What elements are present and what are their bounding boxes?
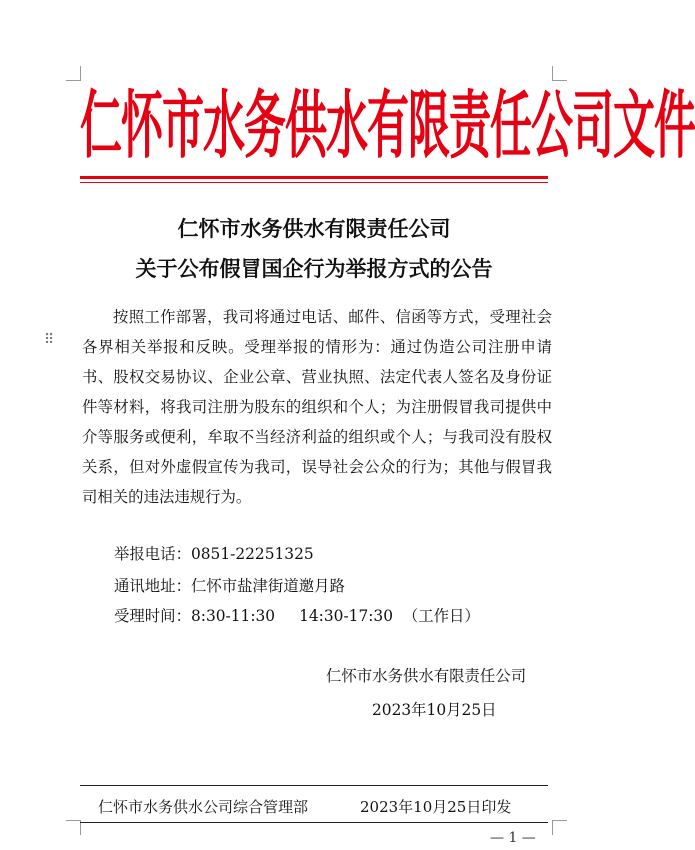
footer-rule-bottom: [80, 822, 548, 823]
document-body: 按照工作部署，我司将通过电话、邮件、信函等方式，受理社会各界相关举报和反映。受理举报的情形为：通过伪造公司注册申请书、股权交易协议、企业公章、营业执照、法定代表人签名及身份证件等材料，将我司注册为股东的组织和个人；为注册假冒我司提供中介等服务或便利，牟取不当经济利益的组织或个人；与我司没有股权关系，但对外虚假宣传为我司，误导社会公众的行为；其他与假冒我司相关的违法违规行为。: [82, 308, 552, 506]
crop-mark-bottom-left: [66, 820, 81, 835]
contact-hours-label: 受理时间：: [114, 607, 191, 625]
contact-hours-note: （工作日）: [402, 607, 480, 625]
contact-hours-afternoon: 14:30-17:30: [299, 607, 394, 625]
contact-phone-label: 举报电话：: [114, 545, 191, 563]
drag-handle-icon[interactable]: ⠿: [44, 332, 55, 348]
contact-hours: [114, 604, 480, 626]
contact-address: [114, 574, 345, 596]
contact-phone-value: 0851-22251325: [190, 545, 314, 563]
letterhead-rule-thick: [80, 176, 548, 179]
signature-date: 2023年10月25日: [372, 701, 497, 719]
letterhead-rule-thin: [80, 182, 548, 183]
document-title-line1: 仁怀市水务供水有限责任公司: [177, 217, 451, 241]
letterhead-title: 仁怀市水务供水有限责任公司文件: [80, 82, 695, 168]
contact-phone: [114, 542, 314, 564]
footer-rule-top: [80, 785, 548, 786]
contact-address-label: 通讯地址：: [114, 577, 191, 595]
contact-hours-morning: 8:30-11:30: [190, 607, 276, 625]
crop-mark-bottom-right: [552, 820, 567, 835]
footer-print-date: 2023年10月25日印发: [360, 798, 512, 816]
contact-address-value: 仁怀市盐津街道邀月路: [190, 577, 345, 595]
footer-issuer: 仁怀市水务供水公司综合管理部: [98, 798, 309, 816]
page-number: — 1 —: [490, 830, 536, 846]
signature-company: 仁怀市水务供水有限责任公司: [326, 667, 527, 685]
document-title-line2: 关于公布假冒国企行为举报方式的公告: [135, 257, 493, 281]
crop-mark-top-left: [66, 66, 81, 81]
